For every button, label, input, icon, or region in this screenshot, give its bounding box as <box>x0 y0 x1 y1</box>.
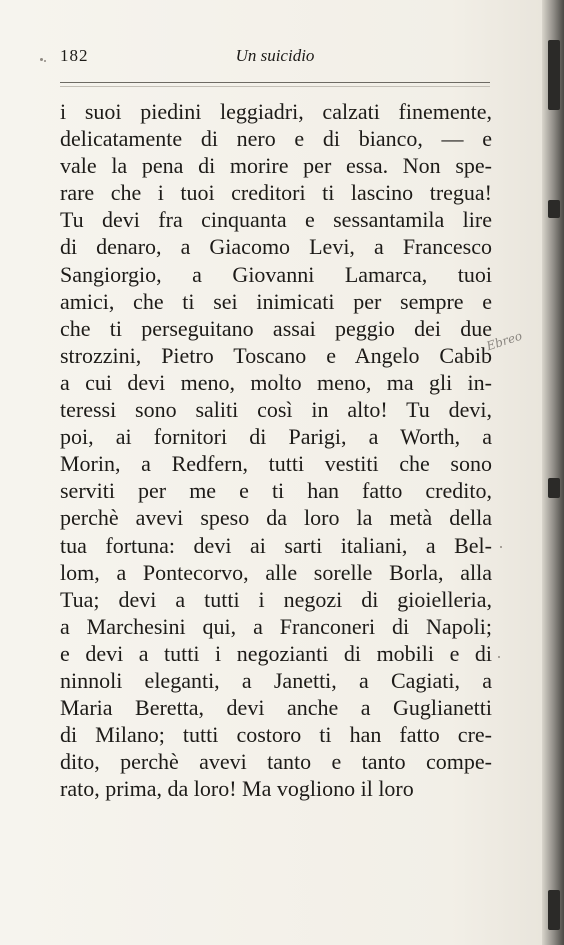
text-line: di Milano; tutti costoro ti han fatto cre- <box>60 722 492 748</box>
paper-speck <box>40 58 43 61</box>
text-line: lom, a Pontecorvo, alle sorelle Borla, alla <box>60 559 492 585</box>
text-line: rato, prima, da loro! Ma vogliono il loro <box>60 776 414 802</box>
header-rule-faint <box>60 86 490 87</box>
paper-speck <box>44 60 46 62</box>
text-line: Sangiorgio, a Giovanni Lamarca, tuoi <box>60 261 492 287</box>
text-line: Tu devi fra cinquanta e sessantamila lire <box>60 207 492 233</box>
text-line: a Marchesini qui, a Franconeri di Napoli; <box>60 613 492 639</box>
binding-mark <box>548 200 560 218</box>
text-line: i suoi piedini leggiadri, calzati finemente, <box>60 99 492 124</box>
text-line: poi, ai fornitori di Parigi, a Worth, a <box>60 424 492 450</box>
text-line: e devi a tutti i negozianti di mobili e di <box>60 640 492 666</box>
binding-mark <box>548 890 560 930</box>
running-header <box>60 46 490 72</box>
text-line: ninnoli eleganti, a Janetti, a Cagiati, a <box>60 667 492 693</box>
binding-mark <box>548 478 560 498</box>
text-line: rare che i tuoi creditori ti lascino tregua! <box>60 180 492 206</box>
paper-speck <box>498 656 500 658</box>
header-rule <box>60 82 490 83</box>
text-line: dito, perchè avevi tanto e tanto compe- <box>60 749 492 775</box>
binding-mark <box>548 40 560 110</box>
text-line: delicatamente di nero e di bianco, — e <box>60 126 492 152</box>
handwritten-margin-note: Ebreo <box>484 328 524 354</box>
text-line: a cui devi meno, molto meno, ma gli in- <box>60 369 492 395</box>
running-title: Un suicidio <box>235 46 315 65</box>
text-line: strozzini, Pietro Toscano e Angelo Cabib <box>60 342 492 368</box>
text-line: Maria Beretta, devi anche a Guglianetti <box>60 695 492 721</box>
text-line: serviti per me e ti han fatto credito, <box>60 478 492 504</box>
text-line: amici, che ti sei inimicati per sempre e <box>60 288 492 314</box>
page-binding-edge <box>542 0 564 945</box>
text-line: Morin, a Redfern, tutti vestiti che sono <box>60 451 492 477</box>
page-number: 182 <box>60 46 89 65</box>
text-line: teressi sono saliti così in alto! Tu devi, <box>60 397 492 423</box>
body-text <box>60 98 492 802</box>
text-line: perchè avevi speso da loro la metà della <box>60 505 492 531</box>
text-line: Tua; devi a tutti i negozi di gioielleria, <box>60 586 492 612</box>
text-line: vale la pena di morire per essa. Non spe- <box>60 153 492 179</box>
text-line: di denaro, a Giacomo Levi, a Francesco <box>60 234 492 260</box>
text-line: che ti perseguitano assai peggio dei due <box>60 315 492 341</box>
text-line: tua fortuna: devi ai sarti italiani, a Bel- <box>60 532 492 558</box>
paper-speck <box>500 546 502 548</box>
